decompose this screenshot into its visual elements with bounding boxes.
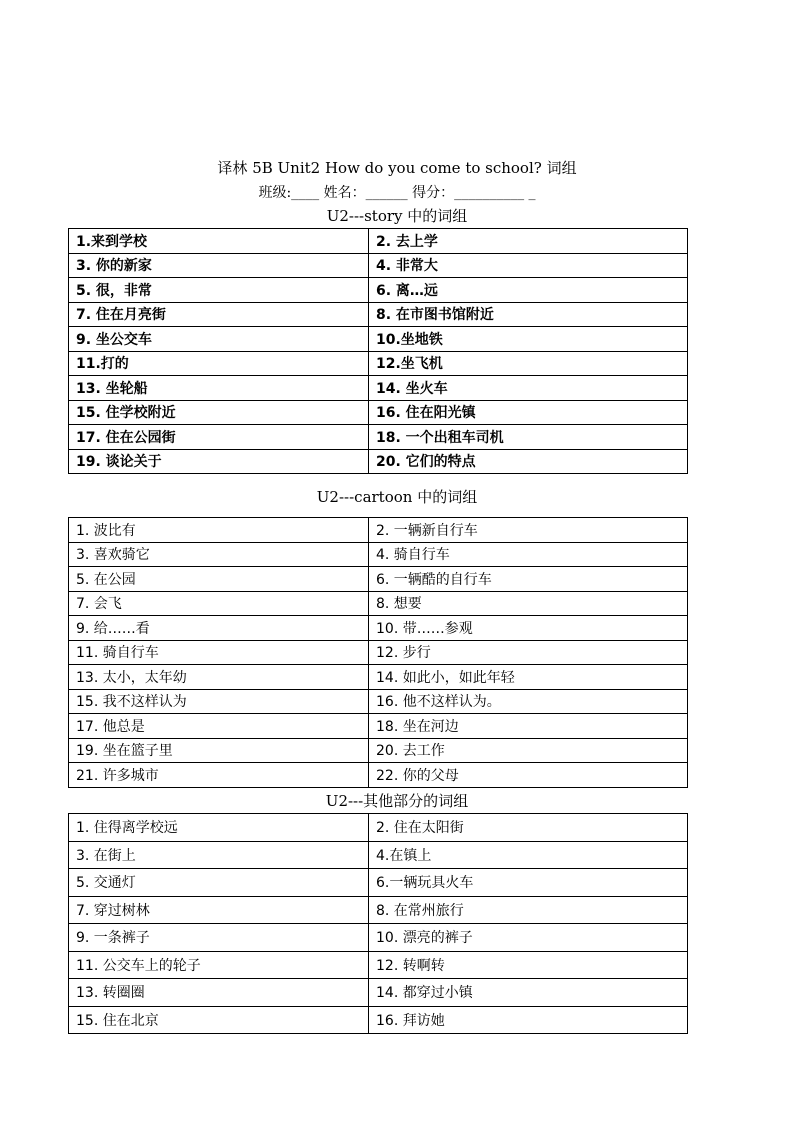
phrase-cell: 18. 一个出租车司机 <box>369 425 688 450</box>
phrase-cell: 8. 在市图书馆附近 <box>369 302 688 327</box>
table-row <box>69 689 688 714</box>
table-row <box>69 1006 688 1034</box>
phrase-cell: 10. 漂亮的裤子 <box>369 924 688 952</box>
phrase-cell: 11. 公交车上的轮子 <box>69 951 369 979</box>
phrase-cell: 5. 交通灯 <box>69 869 369 897</box>
phrase-cell: 11. 骑自行车 <box>69 640 369 665</box>
phrase-cell: 13. 转圈圈 <box>69 979 369 1007</box>
table-row <box>69 327 688 352</box>
phrase-cell: 3. 在街上 <box>69 841 369 869</box>
phrase-cell: 12. 转啊转 <box>369 951 688 979</box>
phrase-cell: 11.打的 <box>69 351 369 376</box>
phrase-cell: 15. 住学校附近 <box>69 400 369 425</box>
phrase-cell: 8. 想要 <box>369 591 688 616</box>
phrase-table-body <box>69 229 688 474</box>
phrase-cell: 4. 骑自行车 <box>369 542 688 567</box>
phrase-cell: 2. 去上学 <box>369 229 688 254</box>
phrase-cell: 20. 去工作 <box>369 738 688 763</box>
table-row <box>69 591 688 616</box>
section-title-other: U2---其他部分的词组 <box>325 792 469 810</box>
phrase-cell: 6.一辆玩具火车 <box>369 869 688 897</box>
phrase-cell: 1. 波比有 <box>69 518 369 543</box>
table-row <box>69 376 688 401</box>
phrase-cell: 16. 拜访她 <box>369 1006 688 1034</box>
phrase-table-body <box>69 814 688 1034</box>
table-row <box>69 979 688 1007</box>
phrase-table-story <box>68 228 688 474</box>
phrase-cell: 16. 他不这样认为。 <box>369 689 688 714</box>
phrase-cell: 15. 住在北京 <box>69 1006 369 1034</box>
table-row <box>69 542 688 567</box>
phrase-cell: 9. 一条裤子 <box>69 924 369 952</box>
table-row <box>69 253 688 278</box>
phrase-cell: 4. 非常大 <box>369 253 688 278</box>
table-row <box>69 449 688 474</box>
phrase-cell: 1.来到学校 <box>69 229 369 254</box>
worksheet-title: 译林 5B Unit2 How do you come to school? 词组 <box>217 159 577 177</box>
table-row <box>69 616 688 641</box>
phrase-cell: 13. 太小，太年幼 <box>69 665 369 690</box>
phrase-cell: 20. 它们的特点 <box>369 449 688 474</box>
table-row <box>69 278 688 303</box>
phrase-cell: 12.坐飞机 <box>369 351 688 376</box>
phrase-cell: 4.在镇上 <box>369 841 688 869</box>
phrase-cell: 1. 住得离学校远 <box>69 814 369 842</box>
table-row <box>69 714 688 739</box>
phrase-table-other <box>68 813 688 1034</box>
table-row <box>69 425 688 450</box>
section-title-cartoon: U2---cartoon 中的词组 <box>316 488 478 506</box>
table-row <box>69 229 688 254</box>
table-row <box>69 896 688 924</box>
table-row <box>69 869 688 897</box>
phrase-cell: 19. 谈论关于 <box>69 449 369 474</box>
phrase-cell: 14. 如此小，如此年轻 <box>369 665 688 690</box>
phrase-cell: 5. 很，非常 <box>69 278 369 303</box>
table-row <box>69 302 688 327</box>
phrase-cell: 21. 许多城市 <box>69 763 369 788</box>
phrase-cell: 14. 坐火车 <box>369 376 688 401</box>
phrase-cell: 16. 住在阳光镇 <box>369 400 688 425</box>
phrase-cell: 6. 一辆酷的自行车 <box>369 567 688 592</box>
table-row <box>69 518 688 543</box>
phrase-cell: 15. 我不这样认为 <box>69 689 369 714</box>
phrase-table-body <box>69 518 688 788</box>
section-title-story: U2---story 中的词组 <box>326 207 468 225</box>
phrase-cell: 18. 坐在河边 <box>369 714 688 739</box>
table-row <box>69 738 688 763</box>
phrase-cell: 7. 住在月亮街 <box>69 302 369 327</box>
table-row <box>69 640 688 665</box>
table-row <box>69 351 688 376</box>
table-row <box>69 665 688 690</box>
table-row <box>69 567 688 592</box>
phrase-cell: 3. 你的新家 <box>69 253 369 278</box>
phrase-cell: 2. 住在太阳街 <box>369 814 688 842</box>
phrase-cell: 10.坐地铁 <box>369 327 688 352</box>
table-row <box>69 400 688 425</box>
phrase-cell: 9. 坐公交车 <box>69 327 369 352</box>
phrase-cell: 12. 步行 <box>369 640 688 665</box>
phrase-cell: 17. 他总是 <box>69 714 369 739</box>
table-row <box>69 951 688 979</box>
phrase-cell: 7. 穿过树林 <box>69 896 369 924</box>
table-row <box>69 814 688 842</box>
table-row <box>69 763 688 788</box>
phrase-cell: 3. 喜欢骑它 <box>69 542 369 567</box>
phrase-cell: 19. 坐在篮子里 <box>69 738 369 763</box>
phrase-cell: 13. 坐轮船 <box>69 376 369 401</box>
phrase-cell: 2. 一辆新自行车 <box>369 518 688 543</box>
phrase-cell: 14. 都穿过小镇 <box>369 979 688 1007</box>
phrase-cell: 6. 离…远 <box>369 278 688 303</box>
table-row <box>69 841 688 869</box>
phrase-cell: 17. 住在公园街 <box>69 425 369 450</box>
table-row <box>69 924 688 952</box>
phrase-cell: 9. 给……看 <box>69 616 369 641</box>
phrase-cell: 22. 你的父母 <box>369 763 688 788</box>
phrase-cell: 7. 会飞 <box>69 591 369 616</box>
phrase-table-cartoon <box>68 517 688 788</box>
phrase-cell: 5. 在公园 <box>69 567 369 592</box>
phrase-cell: 8. 在常州旅行 <box>369 896 688 924</box>
student-info-line: 班级:____ 姓名：______ 得分：__________ _ <box>258 185 536 201</box>
phrase-cell: 10. 带……参观 <box>369 616 688 641</box>
